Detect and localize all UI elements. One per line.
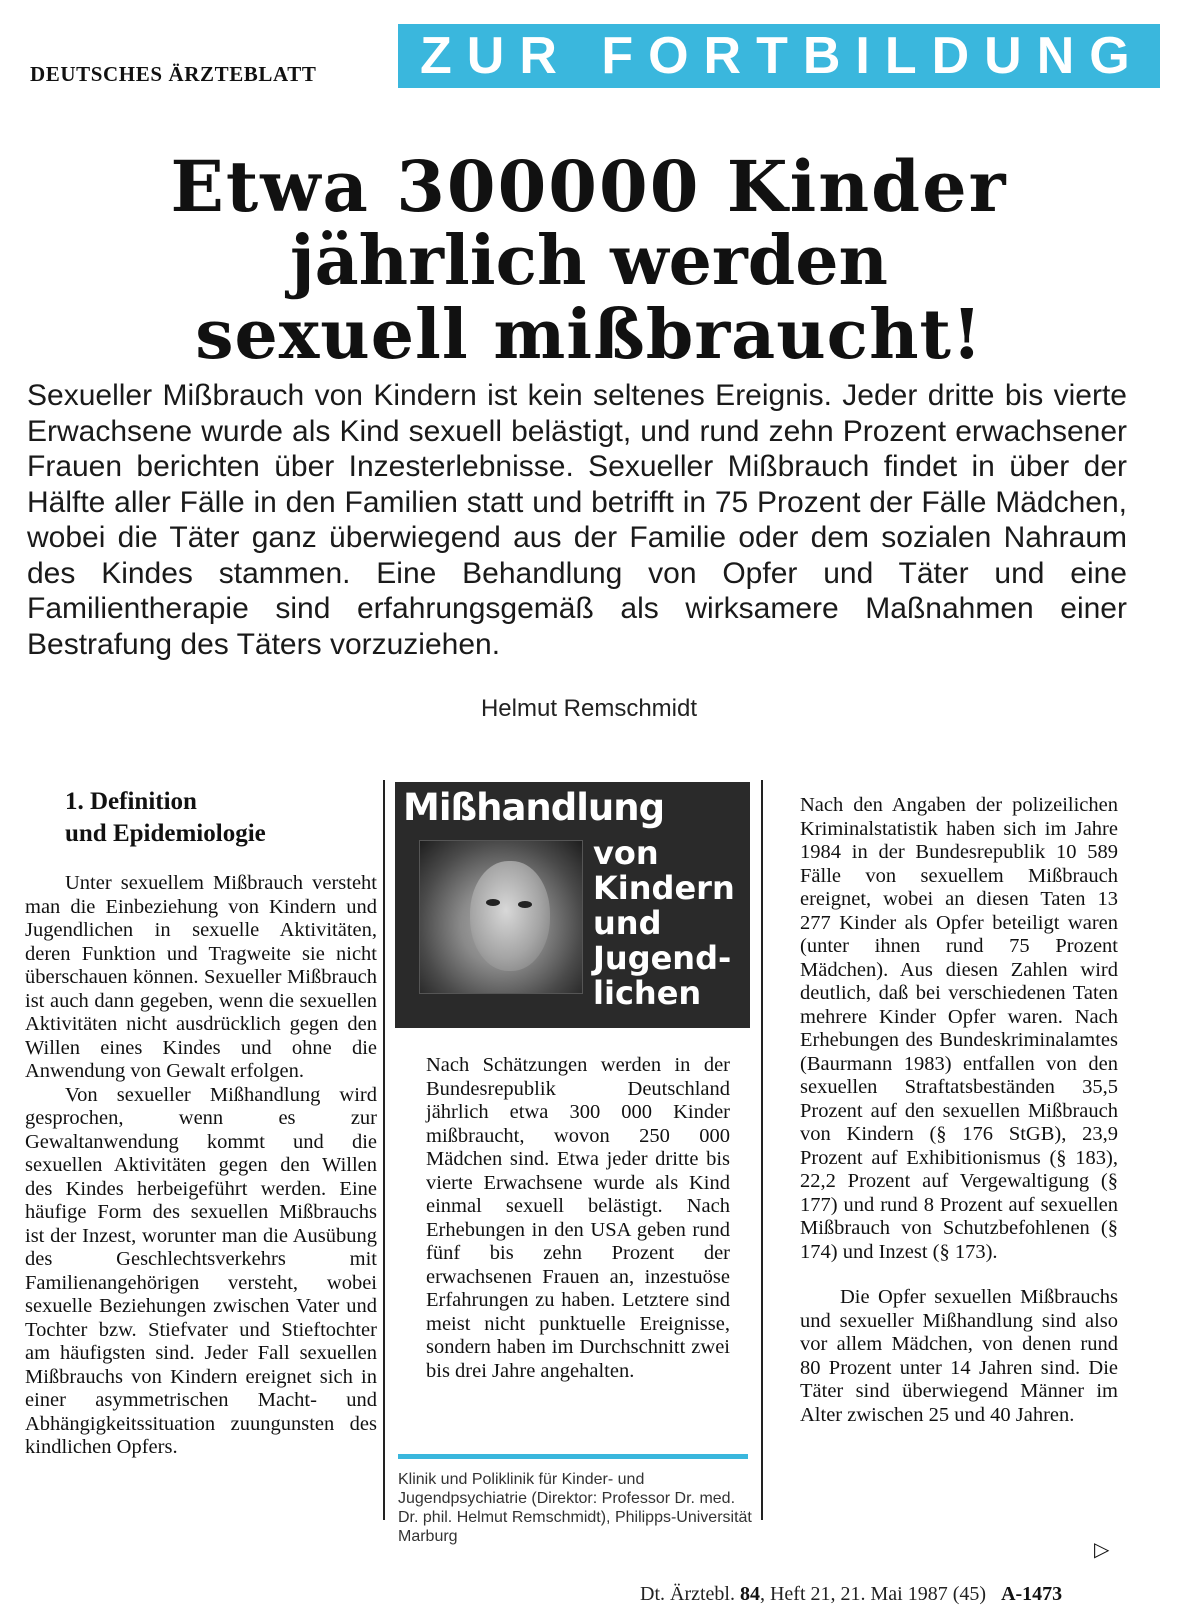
paragraph: Unter sexuellem Mißbrauch versteht man die Einbeziehung von Kindern und Jugendlichen in sexuelle Aktivitäten, deren Funktion und Tragweite sie nicht überschauen können. Sexueller Mißbrauch ist auch dann gegeben, wenn die sexuellen Aktivitäten nicht ausdrücklich gegen den Willen eines Kindes und ohne die Anwendung von Gewalt erfolgen.	[25, 872, 377, 1082]
eye-shape	[518, 901, 532, 908]
eye-shape	[486, 899, 500, 906]
section-heading-line-2: und Epidemiologie	[65, 820, 266, 847]
column-left	[25, 786, 377, 1460]
child-photo	[419, 840, 583, 994]
section-heading	[65, 786, 377, 850]
journal-name: DEUTSCHES ÄRZTEBLATT	[30, 62, 317, 86]
section-banner: ZUR FORTBILDUNG	[398, 24, 1160, 88]
footer-issue: , Heft 21, 21. Mai 1987 (45)	[759, 1583, 987, 1605]
page-footer	[640, 1583, 1062, 1606]
feature-box-line: von	[593, 834, 659, 872]
column-right	[800, 794, 1118, 1427]
feature-box-line: Jugend-	[593, 939, 732, 977]
headline-line-1: Etwa 300000 Kinder	[170, 145, 1008, 228]
footer-page-number: A-1473	[1001, 1583, 1063, 1605]
footer-volume: 84	[739, 1583, 760, 1605]
headline-line-2: jährlich werden	[290, 221, 888, 301]
author-name: Helmut Remschmidt	[480, 695, 698, 722]
feature-box-line: lichen	[593, 974, 702, 1012]
feature-box-title: Mißhandlung	[403, 786, 665, 829]
column-divider	[761, 780, 763, 1520]
feature-box-line: Kindern	[593, 869, 735, 907]
author-affiliation: Klinik und Poliklinik für Kinder- und Jugendpsychiatrie (Direktor: Professor Dr. med. Dr. phil. Helmut Remschmidt), Philipps-Universität Marburg	[398, 1471, 752, 1545]
feature-box-words	[593, 836, 735, 1011]
paragraph: Die Opfer sexuellen Mißbrauchs und sexueller Mißhandlung sind also vor allem Mädchen, von denen rund 80 Prozent unter 14 Jahren sind. Die Täter sind überwiegend Männer im Alter zwischen 25 und 40 Jahren.	[800, 1286, 1118, 1426]
column-divider	[383, 780, 385, 1520]
feature-box	[395, 782, 750, 1028]
paragraph: Nach Schätzungen werden in der Bundesrepublik Deutschland jährlich etwa 300 000 Kinder mißbraucht, wovon 250 000 Mädchen sind. Etwa jeder dritte bis vierte Erwachsene wurde als Kind einmal sexuell belästigt. Nach Erhebungen in den USA geben rund fünf bis zehn Prozent der erwachsenen Frauen an, inzestuöse Erfahrungen zu haben. Letztere sind meist nicht punktuelle Ereignisse, sondern haben im Durchschnitt zwei bis drei Jahre angehalten.	[426, 1054, 730, 1382]
headline-line-3: sexuell mißbraucht!	[195, 295, 983, 375]
paragraph: Von sexueller Mißhandlung wird gesprochen, wenn es zur Gewaltanwendung kommt und die sexuellen Aktivitäten gegen den Willen des Kindes herbeigeführt werden. Eine häufige Form des sexuellen Mißbrauchs ist der Inzest, worunter man die Ausübung des Geschlechtsverkehrs mit Familienangehörigen versteht, wobei sexuelle Beziehungen zwischen Vater und Tochter bzw. Stiefvater und Stieftochter am häufigsten sind. Jeder Fall sexuellen Mißbrauchs von Kindern ereignet sich in einer asymmetrischen Macht- und Abhängigkeitssituation zuungunsten des kindlichen Opfers.	[25, 1083, 377, 1458]
column-middle	[426, 1054, 730, 1383]
lead-paragraph: Sexueller Mißbrauch von Kindern ist kein seltenes Ereignis. Jeder dritte bis vierte Erwachsene wurde als Kind sexuell belästigt, und rund zehn Prozent erwachsener Frauen berichten über Inzesterlebnisse. Sexueller Mißbrauch findet in über der Hälfte aller Fälle in den Familien statt und betrifft in 75 Prozent der Fälle Mädchen, wobei die Täter ganz überwiegend aus der Familie oder dem sozialen Nahraum des Kindes stammen. Eine Behandlung von Opfer und Täter und eine Familientherapie sind erfahrungsgemäß als wirksamere Maßnahmen einer Bestrafung des Täters vorzuziehen.	[27, 379, 1127, 661]
footer-journal: Dt. Ärztebl.	[640, 1583, 735, 1605]
section-heading-line-1: 1. Definition	[65, 788, 197, 815]
feature-box-line: und	[593, 904, 662, 942]
continue-arrow-icon: ▷	[1094, 1539, 1110, 1561]
child-face-image	[470, 861, 550, 971]
affiliation-rule	[398, 1454, 748, 1459]
headline	[0, 145, 1178, 375]
paragraph: Nach den Angaben der polizeilichen Kriminalstatistik haben sich im Jahre 1984 in der Bundesrepublik 10 589 Fälle von sexuellem Mißbrauch ereignet, wobei an diesen Taten 13 277 Kinder als Opfer beteiligt waren (unter ihnen rund 75 Prozent Mädchen). Aus diesen Zahlen wird deutlich, daß bei verschiedenen Taten mehrere Kinder Opfer waren. Nach Erhebungen des Bundeskriminalamtes (Baurmann 1983) entfallen von den sexuellen Straftatsbeständen 35,5 Prozent auf den sexuellen Mißbrauch von Kindern (§ 176 StGB), 23,9 Prozent auf Exhibitionismus (§ 183), 22,2 Prozent auf Vergewaltigung (§ 177) und rund 8 Prozent auf sexuellen Mißbrauch von Schutzbefohlenen (§ 174) und Inzest (§ 173).	[800, 794, 1118, 1263]
